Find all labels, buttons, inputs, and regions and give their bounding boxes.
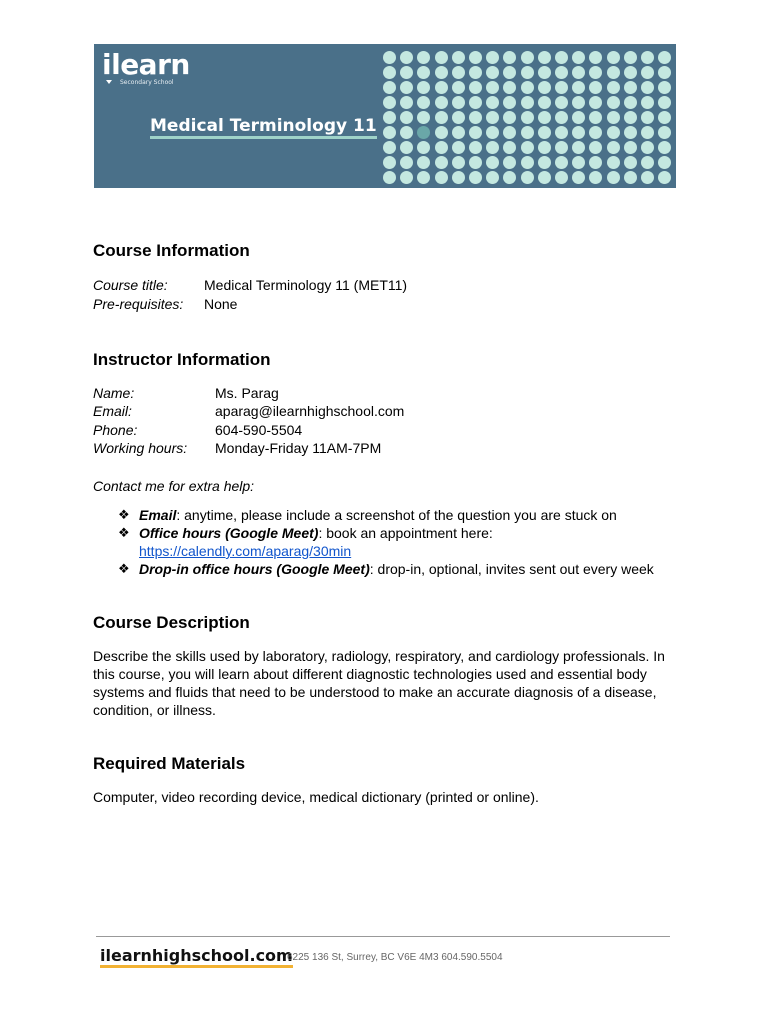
decorative-dot (521, 51, 534, 64)
decorative-dot (400, 66, 413, 79)
decorative-dot (589, 156, 602, 169)
decorative-dot (435, 66, 448, 79)
decorative-dot (417, 51, 430, 64)
decorative-dot (589, 51, 602, 64)
decorative-dot (624, 171, 637, 184)
decorative-dot (555, 141, 568, 154)
decorative-dot (417, 141, 430, 154)
decorative-dot (469, 81, 482, 94)
prerequisites-value: None (204, 296, 238, 312)
decorative-dot (538, 66, 551, 79)
decorative-dot (469, 126, 482, 139)
decorative-dot (400, 141, 413, 154)
decorative-dot (589, 96, 602, 109)
decorative-dot (538, 51, 551, 64)
decorative-dot (417, 126, 430, 139)
decorative-dot (400, 96, 413, 109)
decorative-dot (658, 156, 671, 169)
logo-subtitle: Secondary School (120, 79, 174, 86)
working-hours-label: Working hours: (93, 440, 188, 456)
decorative-dot (435, 111, 448, 124)
decorative-dot (417, 171, 430, 184)
decorative-dot (452, 126, 465, 139)
decorative-dot (624, 96, 637, 109)
decorative-dot (572, 156, 585, 169)
decorative-dot (607, 51, 620, 64)
decorative-dot (400, 111, 413, 124)
course-title-value: Medical Terminology 11 (MET11) (204, 277, 408, 293)
decorative-dot (503, 156, 516, 169)
email-label: Email: (93, 403, 132, 419)
decorative-dot (521, 156, 534, 169)
decorative-dot (486, 111, 499, 124)
decorative-dot (658, 66, 671, 79)
decorative-dot (435, 126, 448, 139)
decorative-dot (641, 81, 654, 94)
decorative-dot (641, 111, 654, 124)
decorative-dot (469, 141, 482, 154)
decorative-dot (555, 126, 568, 139)
decorative-dot (658, 126, 671, 139)
working-hours-value: Monday-Friday 11AM-7PM (215, 440, 382, 456)
decorative-dot (607, 111, 620, 124)
decorative-dot (435, 51, 448, 64)
decorative-dot (503, 111, 516, 124)
decorative-dot (607, 81, 620, 94)
decorative-dot (589, 81, 602, 94)
decorative-dot (624, 81, 637, 94)
decorative-dot (555, 51, 568, 64)
decorative-dot (469, 66, 482, 79)
footer-address: 6225 136 St, Surrey, BC V6E 4M3 604.590.5504 (287, 952, 503, 963)
decorative-dot (538, 171, 551, 184)
decorative-dot (469, 111, 482, 124)
decorative-dot (658, 141, 671, 154)
decorative-dot (572, 51, 585, 64)
footer-divider (96, 936, 670, 937)
decorative-dot (572, 81, 585, 94)
decorative-dot (658, 51, 671, 64)
decorative-dot (538, 141, 551, 154)
decorative-dot (607, 96, 620, 109)
decorative-dot (641, 141, 654, 154)
decorative-dot (435, 81, 448, 94)
decorative-dot (589, 66, 602, 79)
decorative-dot (435, 96, 448, 109)
list-item (118, 524, 678, 560)
bullet-text: : book an appointment here: (318, 525, 493, 541)
decorative-dot (383, 81, 396, 94)
decorative-dot (521, 111, 534, 124)
decorative-dot (452, 156, 465, 169)
diamond-bullet-icon: ❖ (118, 507, 130, 522)
decorative-dot (435, 141, 448, 154)
decorative-dot (383, 156, 396, 169)
decorative-dot (641, 156, 654, 169)
decorative-dot (435, 171, 448, 184)
decorative-dot (383, 111, 396, 124)
decorative-dot (589, 126, 602, 139)
bullet-title: Email (139, 507, 177, 523)
decorative-dot (486, 141, 499, 154)
decorative-dot (589, 171, 602, 184)
decorative-dot (521, 126, 534, 139)
decorative-dot (486, 66, 499, 79)
decorative-dot (624, 126, 637, 139)
decorative-dot (538, 156, 551, 169)
decorative-dot (555, 66, 568, 79)
decorative-dot (400, 156, 413, 169)
decorative-dot (452, 171, 465, 184)
decorative-dot (469, 96, 482, 109)
decorative-dot (486, 171, 499, 184)
bullet-title: Drop-in office hours (Google Meet) (139, 561, 370, 577)
decorative-dot (555, 111, 568, 124)
decorative-dot (452, 66, 465, 79)
course-info-heading: Course Information (93, 241, 250, 260)
course-description-text: Describe the skills used by laboratory, radiology, respiratory, and cardiology professionals. In this course, you will learn about different diagnostic technologies used and essential body systems and fluids that need to be understood to make an accurate diagnosis of a disease, condition, or illness. (93, 648, 665, 718)
decorative-dot (572, 96, 585, 109)
decorative-dot (400, 171, 413, 184)
decorative-dot (417, 81, 430, 94)
decorative-dot (641, 96, 654, 109)
decorative-dot (572, 171, 585, 184)
decorative-dot (469, 51, 482, 64)
phone-value: 604-590-5504 (215, 422, 303, 438)
decorative-dot (624, 51, 637, 64)
bullet-text: : drop-in, optional, invites sent out every week (369, 561, 654, 577)
decorative-dot (624, 156, 637, 169)
decorative-dot (383, 141, 396, 154)
decorative-dot (555, 156, 568, 169)
email-value: aparag@ilearnhighschool.com (215, 403, 405, 419)
list-item (118, 506, 678, 524)
decorative-dot (658, 111, 671, 124)
decorative-dot (607, 171, 620, 184)
decorative-dot (521, 171, 534, 184)
decorative-dot (400, 81, 413, 94)
decorative-dot (383, 126, 396, 139)
decorative-dot (383, 66, 396, 79)
decorative-dot (486, 51, 499, 64)
decorative-dot (624, 141, 637, 154)
decorative-dot (486, 126, 499, 139)
decorative-dot (452, 141, 465, 154)
decorative-dot (503, 51, 516, 64)
decorative-dot (452, 81, 465, 94)
course-banner (94, 44, 676, 188)
course-title-label: Course title: (93, 277, 168, 293)
decorative-dot (538, 81, 551, 94)
course-description-heading: Course Description (93, 613, 250, 632)
decorative-dot (521, 81, 534, 94)
decorative-dot (538, 111, 551, 124)
decorative-dot (624, 66, 637, 79)
banner-title: Medical Terminology 11 (150, 116, 377, 139)
decorative-dot (452, 51, 465, 64)
decorative-dot (417, 66, 430, 79)
decorative-dot (538, 96, 551, 109)
decorative-dot (641, 171, 654, 184)
decorative-dot (417, 96, 430, 109)
decorative-dot (435, 156, 448, 169)
diamond-bullet-icon: ❖ (118, 525, 130, 540)
decorative-dot (503, 126, 516, 139)
decorative-dot (658, 81, 671, 94)
decorative-dot (469, 171, 482, 184)
decorative-dot (607, 141, 620, 154)
decorative-dot (400, 51, 413, 64)
decorative-dot (417, 111, 430, 124)
decorative-dot (641, 126, 654, 139)
ilearn-logo: ilearn (102, 48, 190, 81)
decorative-dot (624, 111, 637, 124)
decorative-dot (521, 66, 534, 79)
bullet-title: Office hours (Google Meet) (139, 525, 319, 541)
decorative-dot (503, 141, 516, 154)
diamond-bullet-icon: ❖ (118, 561, 130, 576)
decorative-dot (452, 111, 465, 124)
decorative-dot (521, 141, 534, 154)
decorative-dot (555, 81, 568, 94)
decorative-dot (658, 96, 671, 109)
decorative-dot (607, 156, 620, 169)
decorative-dot (607, 66, 620, 79)
decorative-dot (503, 81, 516, 94)
decorative-dot (589, 141, 602, 154)
required-materials-text: Computer, video recording device, medical dictionary (printed or online). (93, 789, 539, 805)
decorative-dot (572, 126, 585, 139)
decorative-dot (555, 96, 568, 109)
decorative-dot (572, 66, 585, 79)
decorative-dot (641, 66, 654, 79)
contact-intro: Contact me for extra help: (93, 478, 255, 494)
decorative-dot (503, 66, 516, 79)
decorative-dot (469, 156, 482, 169)
decorative-dot (400, 126, 413, 139)
decorative-dot (486, 156, 499, 169)
decorative-dot (572, 141, 585, 154)
name-label: Name: (93, 385, 135, 401)
decorative-dot (383, 171, 396, 184)
decorative-dot (589, 111, 602, 124)
decorative-dot (503, 96, 516, 109)
decorative-dot (572, 111, 585, 124)
decorative-dot (607, 126, 620, 139)
decorative-dot (383, 51, 396, 64)
prerequisites-label: Pre-requisites: (93, 296, 184, 312)
decorative-dot (521, 96, 534, 109)
footer-brand: ilearnhighschool.com (100, 947, 293, 968)
contact-options-list (118, 506, 678, 578)
calendly-link[interactable]: https://calendly.com/aparag/30min (139, 543, 352, 559)
decorative-dot (383, 96, 396, 109)
instructor-info-heading: Instructor Information (93, 350, 271, 369)
decorative-dot (658, 171, 671, 184)
logo-triangle-icon (106, 80, 112, 84)
decorative-dot (503, 171, 516, 184)
phone-label: Phone: (93, 422, 138, 438)
decorative-dot (486, 81, 499, 94)
name-value: Ms. Parag (215, 385, 279, 401)
decorative-dot (486, 96, 499, 109)
decorative-dot (641, 51, 654, 64)
required-materials-heading: Required Materials (93, 754, 246, 773)
decorative-dot (555, 171, 568, 184)
decorative-dot (452, 96, 465, 109)
list-item (118, 560, 678, 578)
decorative-dot (538, 126, 551, 139)
bullet-text: : anytime, please include a screenshot of the question you are stuck on (176, 507, 617, 523)
decorative-dot (417, 156, 430, 169)
